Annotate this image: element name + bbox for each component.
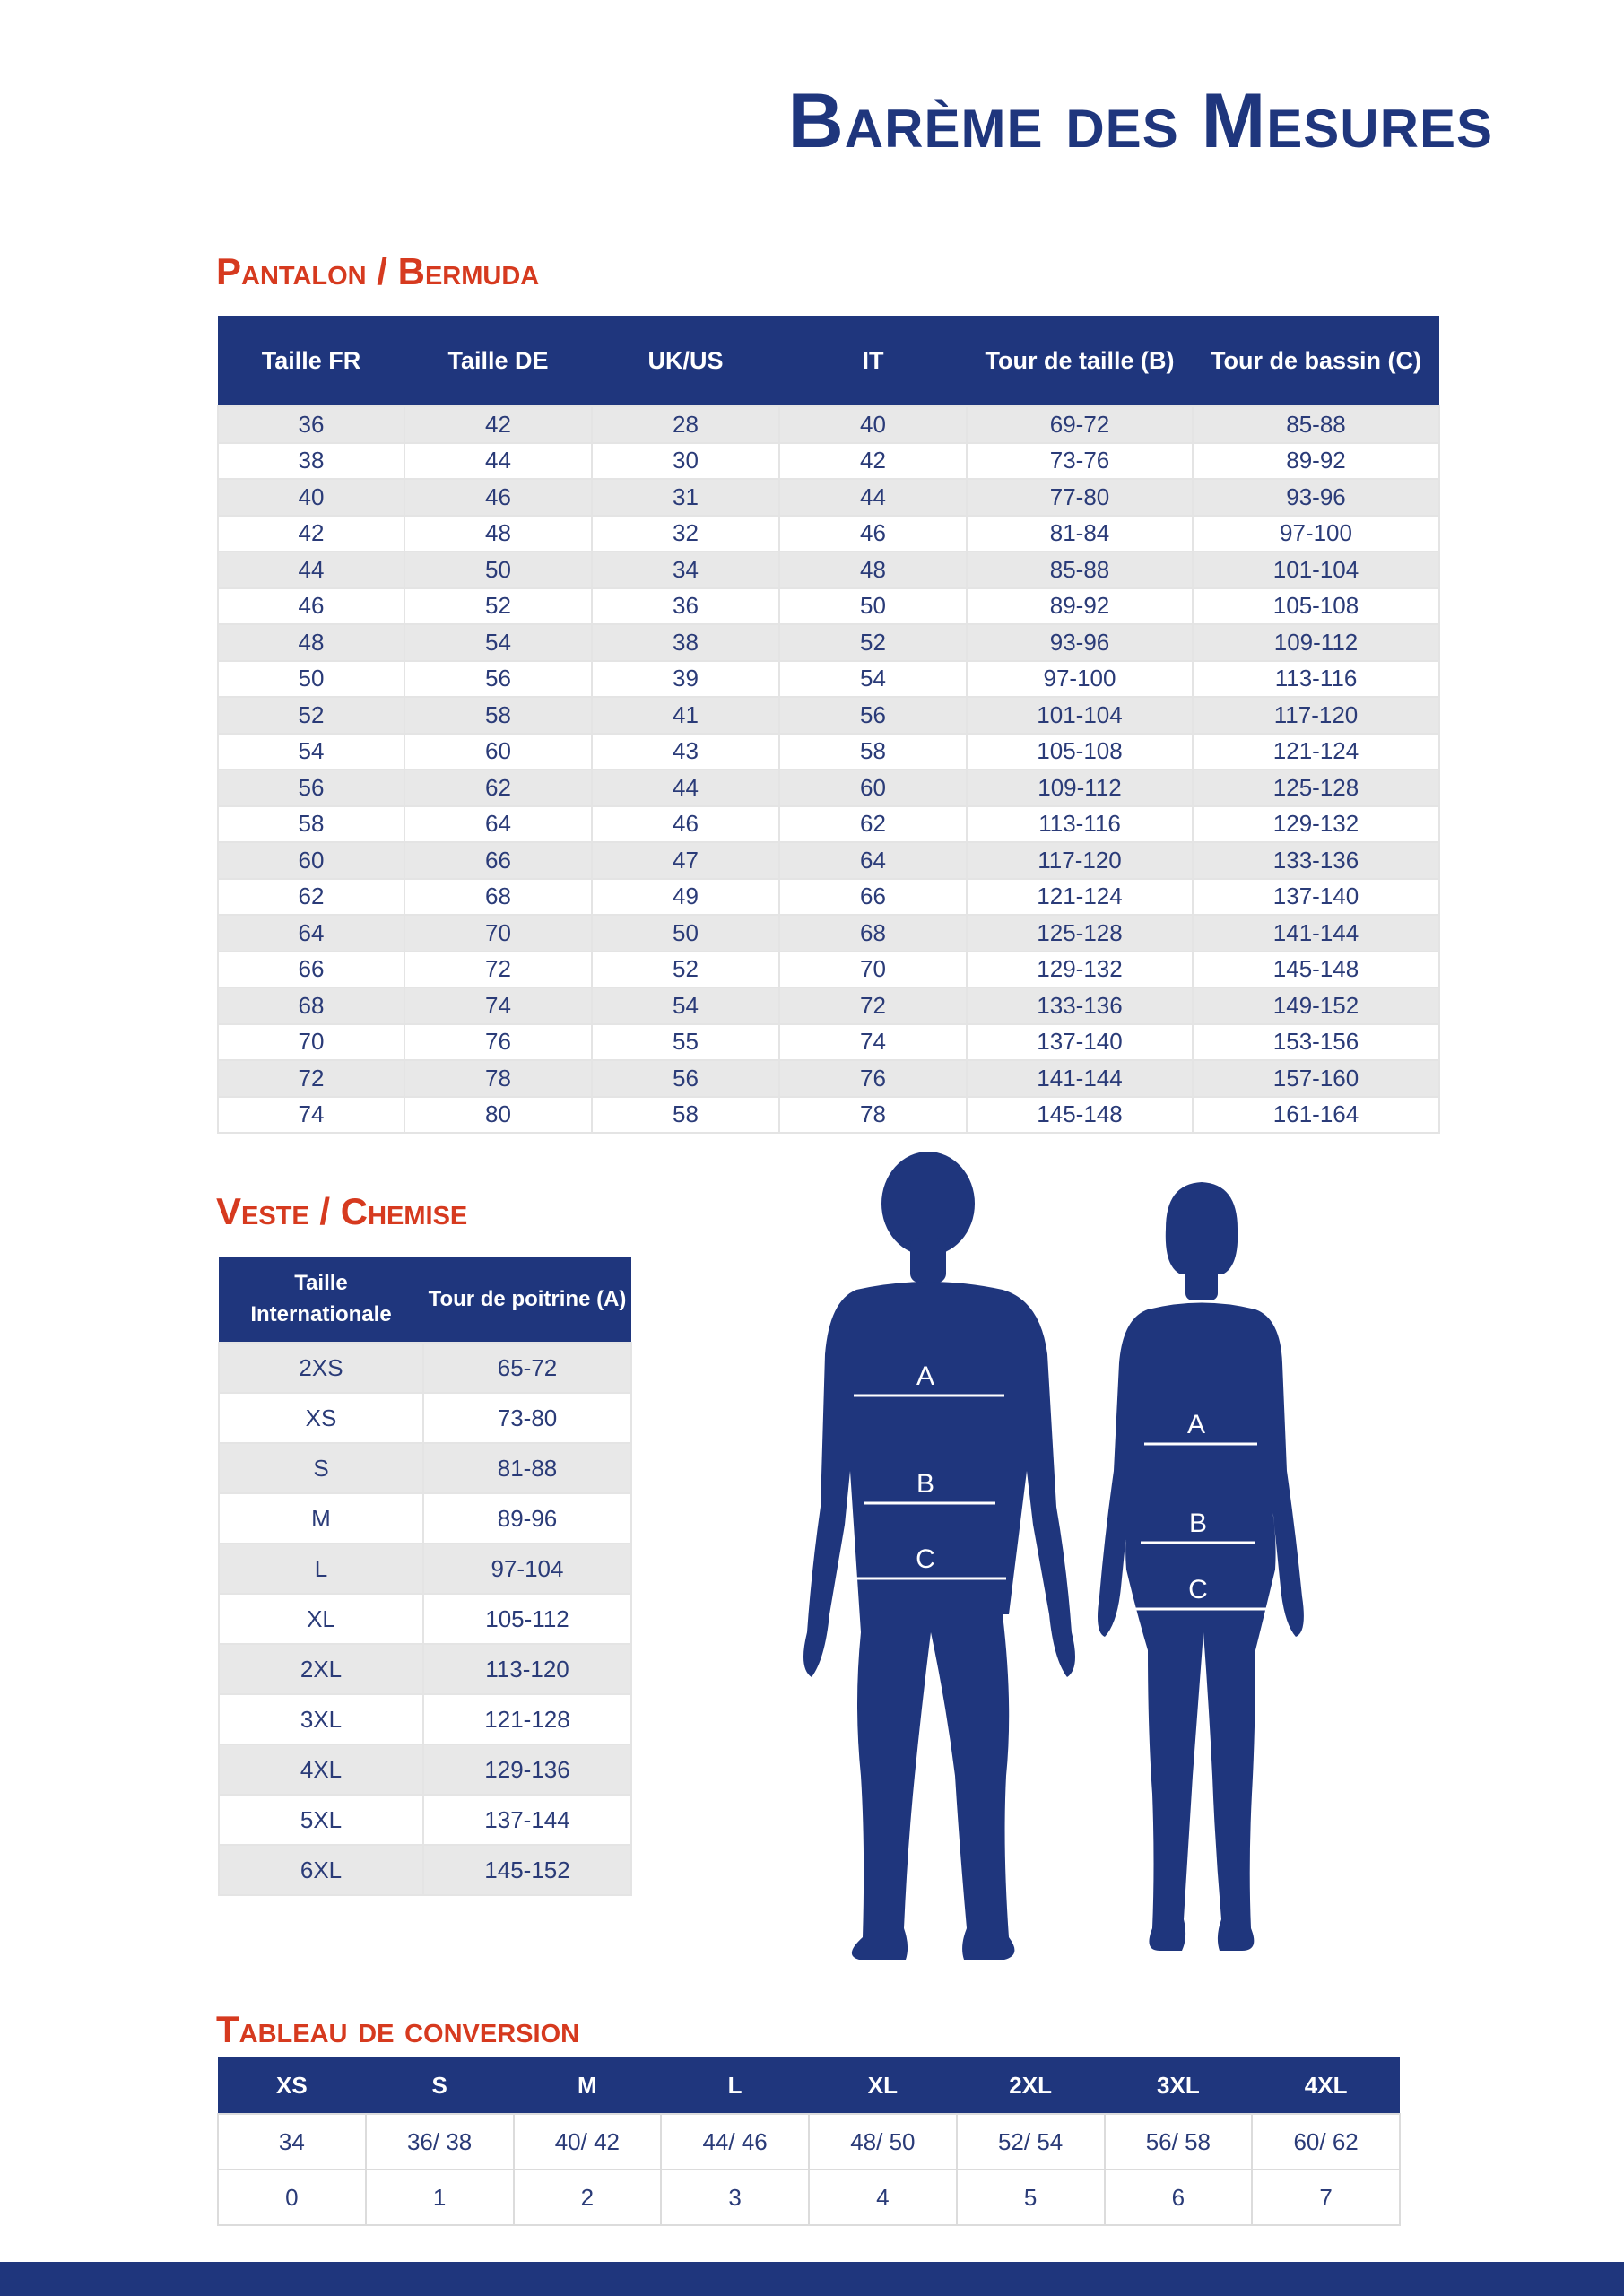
table-cell: 6XL [219, 1845, 423, 1895]
table-cell: 42 [779, 443, 967, 480]
pants-size-table [217, 316, 1440, 1134]
table-cell: 44/ 46 [661, 2114, 809, 2170]
man-label-a: A [916, 1361, 935, 1391]
column-header: M [514, 2057, 662, 2114]
body-silhouettes-illustration [771, 1148, 1327, 1991]
table-cell: 64 [218, 915, 404, 952]
table-cell: 50 [218, 661, 404, 698]
table-cell: S [219, 1443, 423, 1493]
table-cell: 66 [779, 879, 967, 916]
table-cell: 68 [779, 915, 967, 952]
table-cell: 48 [779, 552, 967, 588]
table-cell: 153-156 [1193, 1024, 1439, 1061]
table-cell: 85-88 [1193, 406, 1439, 443]
table-cell: 93-96 [967, 624, 1193, 661]
table-cell: 64 [404, 806, 592, 843]
table-cell: 44 [404, 443, 592, 480]
table-cell: 73-80 [423, 1393, 631, 1443]
conversion-table [217, 2057, 1401, 2226]
table-cell: 5XL [219, 1795, 423, 1845]
table-cell: 113-116 [1193, 661, 1439, 698]
jacket-section-title: Veste / Chemise [216, 1190, 468, 1232]
column-header: Tour de taille (B) [967, 316, 1193, 406]
column-header: S [366, 2057, 514, 2114]
table-cell: 43 [592, 734, 779, 770]
table-cell: 80 [404, 1097, 592, 1134]
table-cell: 93-96 [1193, 479, 1439, 516]
column-header: XL [809, 2057, 957, 2114]
table-cell: 31 [592, 479, 779, 516]
table-cell: 157-160 [1193, 1060, 1439, 1097]
woman-silhouette [1098, 1182, 1304, 1951]
column-header: XS [218, 2057, 366, 2114]
table-cell: 76 [779, 1060, 967, 1097]
table-cell: 2XL [219, 1644, 423, 1694]
table-cell: 129-132 [1193, 806, 1439, 843]
table-cell: 44 [218, 552, 404, 588]
table-cell: 89-92 [1193, 443, 1439, 480]
table-cell: 137-140 [1193, 879, 1439, 916]
table-cell: 68 [218, 987, 404, 1024]
table-cell: 113-116 [967, 806, 1193, 843]
jacket-table-row [219, 1694, 631, 1744]
table-cell: 161-164 [1193, 1097, 1439, 1134]
table-cell: 6 [1105, 2170, 1253, 2225]
column-header: Tour de poitrine (A) [423, 1257, 631, 1343]
table-cell: 68 [404, 879, 592, 916]
table-cell: 101-104 [967, 697, 1193, 734]
man-label-c: C [916, 1544, 935, 1574]
table-cell: 74 [779, 1024, 967, 1061]
table-cell: 133-136 [967, 987, 1193, 1024]
pants-table-row [218, 697, 1439, 734]
man-silhouette [803, 1152, 1075, 1960]
table-cell: 52 [779, 624, 967, 661]
table-cell: 77-80 [967, 479, 1193, 516]
table-cell: 36 [592, 588, 779, 625]
table-cell: 69-72 [967, 406, 1193, 443]
table-cell: 60 [218, 842, 404, 879]
table-cell: 78 [779, 1097, 967, 1134]
pants-table-body [218, 406, 1439, 1133]
table-cell: 2XS [219, 1343, 423, 1393]
table-cell: 3 [661, 2170, 809, 2225]
table-cell: 54 [779, 661, 967, 698]
table-cell: 72 [779, 987, 967, 1024]
conversion-table-body [218, 2114, 1400, 2225]
pants-table-row [218, 1097, 1439, 1134]
table-cell: 121-128 [423, 1694, 631, 1744]
jacket-table-row [219, 1795, 631, 1845]
conversion-table-row [218, 2114, 1400, 2170]
table-cell: 52 [218, 697, 404, 734]
table-cell: 1 [366, 2170, 514, 2225]
table-cell: 117-120 [1193, 697, 1439, 734]
jacket-table-row [219, 1744, 631, 1795]
column-header: UK/US [592, 316, 779, 406]
table-cell: 109-112 [1193, 624, 1439, 661]
table-cell: XS [219, 1393, 423, 1443]
table-cell: 44 [592, 770, 779, 806]
jacket-table-row [219, 1594, 631, 1644]
pants-table-row [218, 443, 1439, 480]
table-cell: 56 [592, 1060, 779, 1097]
table-cell: 129-132 [967, 952, 1193, 988]
conversion-section-title: Tableau de conversion [216, 2008, 580, 2050]
pants-section-title: Pantalon / Bermuda [216, 250, 540, 292]
jacket-size-table [218, 1257, 632, 1896]
column-header: 2XL [957, 2057, 1105, 2114]
table-cell: 62 [779, 806, 967, 843]
table-cell: 46 [779, 516, 967, 552]
table-cell: 65-72 [423, 1343, 631, 1393]
table-cell: 78 [404, 1060, 592, 1097]
table-cell: 105-108 [1193, 588, 1439, 625]
table-cell: XL [219, 1594, 423, 1644]
table-cell: 97-104 [423, 1544, 631, 1594]
pants-table-row [218, 588, 1439, 625]
table-cell: 149-152 [1193, 987, 1439, 1024]
table-cell: 58 [779, 734, 967, 770]
table-cell: 105-108 [967, 734, 1193, 770]
table-cell: 125-128 [1193, 770, 1439, 806]
table-cell: 30 [592, 443, 779, 480]
table-cell: 62 [404, 770, 592, 806]
pants-table-row [218, 842, 1439, 879]
table-cell: 41 [592, 697, 779, 734]
table-cell: 137-144 [423, 1795, 631, 1845]
table-cell: 72 [404, 952, 592, 988]
table-cell: 72 [218, 1060, 404, 1097]
column-header: L [661, 2057, 809, 2114]
table-cell: 44 [779, 479, 967, 516]
table-cell: 74 [404, 987, 592, 1024]
conversion-header-row [218, 2057, 1400, 2114]
table-cell: 40 [779, 406, 967, 443]
table-cell: 81-84 [967, 516, 1193, 552]
table-cell: 39 [592, 661, 779, 698]
table-cell: 58 [218, 806, 404, 843]
table-cell: 73-76 [967, 443, 1193, 480]
table-cell: 50 [592, 915, 779, 952]
column-header: 4XL [1252, 2057, 1400, 2114]
woman-label-a: A [1186, 1410, 1206, 1439]
table-cell: 141-144 [967, 1060, 1193, 1097]
table-cell: 40 [218, 479, 404, 516]
table-cell: 50 [404, 552, 592, 588]
table-cell: 129-136 [423, 1744, 631, 1795]
table-cell: 145-148 [967, 1097, 1193, 1134]
column-header: Taille DE [404, 316, 592, 406]
jacket-table-body [219, 1343, 631, 1895]
table-cell: L [219, 1544, 423, 1594]
table-cell: 52/ 54 [957, 2114, 1105, 2170]
table-cell: 3XL [219, 1694, 423, 1744]
jacket-table-row [219, 1493, 631, 1544]
pants-table-row [218, 806, 1439, 843]
column-header: Taille Internationale [219, 1257, 423, 1343]
table-cell: 76 [404, 1024, 592, 1061]
table-cell: 89-96 [423, 1493, 631, 1544]
table-cell: 7 [1252, 2170, 1400, 2225]
table-cell: 48 [218, 624, 404, 661]
table-cell: 62 [218, 879, 404, 916]
table-cell: 4XL [219, 1744, 423, 1795]
table-cell: 113-120 [423, 1644, 631, 1694]
page-title: Barème des Mesures [787, 78, 1493, 164]
table-cell: 38 [218, 443, 404, 480]
table-cell: 49 [592, 879, 779, 916]
table-cell: 145-152 [423, 1845, 631, 1895]
pants-table-row [218, 770, 1439, 806]
table-cell: 125-128 [967, 915, 1193, 952]
table-cell: 42 [218, 516, 404, 552]
table-cell: 85-88 [967, 552, 1193, 588]
table-cell: 60/ 62 [1252, 2114, 1400, 2170]
pants-table-row [218, 516, 1439, 552]
jacket-table-row [219, 1343, 631, 1393]
table-cell: 28 [592, 406, 779, 443]
table-cell: 64 [779, 842, 967, 879]
column-header: Tour de bassin (C) [1193, 316, 1439, 406]
table-cell: 2 [514, 2170, 662, 2225]
table-cell: 97-100 [967, 661, 1193, 698]
conversion-table-row [218, 2170, 1400, 2225]
table-cell: 47 [592, 842, 779, 879]
table-cell: 137-140 [967, 1024, 1193, 1061]
table-cell: M [219, 1493, 423, 1544]
table-cell: 54 [404, 624, 592, 661]
table-cell: 117-120 [967, 842, 1193, 879]
pants-header-row [218, 316, 1439, 406]
man-label-b: B [916, 1469, 935, 1499]
table-cell: 101-104 [1193, 552, 1439, 588]
table-cell: 34 [592, 552, 779, 588]
table-cell: 70 [779, 952, 967, 988]
table-cell: 48/ 50 [809, 2114, 957, 2170]
table-cell: 66 [404, 842, 592, 879]
table-cell: 60 [404, 734, 592, 770]
table-cell: 46 [592, 806, 779, 843]
table-cell: 105-112 [423, 1594, 631, 1644]
table-cell: 48 [404, 516, 592, 552]
jacket-table-row [219, 1644, 631, 1694]
table-cell: 32 [592, 516, 779, 552]
column-header: Taille FR [218, 316, 404, 406]
pants-table-row [218, 879, 1439, 916]
table-cell: 5 [957, 2170, 1105, 2225]
pants-table-row [218, 552, 1439, 588]
jacket-table-row [219, 1393, 631, 1443]
pants-table-row [218, 952, 1439, 988]
pants-table-row [218, 915, 1439, 952]
column-header: 3XL [1105, 2057, 1253, 2114]
pants-table-row [218, 1024, 1439, 1061]
footer-bar [0, 2262, 1624, 2296]
table-cell: 52 [404, 588, 592, 625]
table-cell: 58 [592, 1097, 779, 1134]
table-cell: 56 [218, 770, 404, 806]
jacket-table-row [219, 1845, 631, 1895]
table-cell: 56/ 58 [1105, 2114, 1253, 2170]
jacket-header-row [219, 1257, 631, 1343]
table-cell: 89-92 [967, 588, 1193, 625]
pants-table-row [218, 406, 1439, 443]
column-header: IT [779, 316, 967, 406]
table-cell: 40/ 42 [514, 2114, 662, 2170]
pants-table-row [218, 661, 1439, 698]
table-cell: 121-124 [967, 879, 1193, 916]
table-cell: 70 [404, 915, 592, 952]
woman-label-c: C [1188, 1575, 1208, 1605]
table-cell: 4 [809, 2170, 957, 2225]
pants-table-row [218, 987, 1439, 1024]
table-cell: 97-100 [1193, 516, 1439, 552]
table-cell: 121-124 [1193, 734, 1439, 770]
table-cell: 81-88 [423, 1443, 631, 1493]
table-cell: 54 [218, 734, 404, 770]
table-cell: 46 [404, 479, 592, 516]
pants-table-row [218, 734, 1439, 770]
table-cell: 141-144 [1193, 915, 1439, 952]
table-cell: 56 [779, 697, 967, 734]
table-cell: 145-148 [1193, 952, 1439, 988]
table-cell: 55 [592, 1024, 779, 1061]
table-cell: 34 [218, 2114, 366, 2170]
table-cell: 38 [592, 624, 779, 661]
pants-table-row [218, 624, 1439, 661]
jacket-table-row [219, 1544, 631, 1594]
table-cell: 109-112 [967, 770, 1193, 806]
table-cell: 42 [404, 406, 592, 443]
jacket-table-row [219, 1443, 631, 1493]
table-cell: 58 [404, 697, 592, 734]
table-cell: 46 [218, 588, 404, 625]
pants-table-row [218, 479, 1439, 516]
table-cell: 0 [218, 2170, 366, 2225]
table-cell: 133-136 [1193, 842, 1439, 879]
table-cell: 70 [218, 1024, 404, 1061]
table-cell: 66 [218, 952, 404, 988]
woman-label-b: B [1188, 1509, 1208, 1538]
table-cell: 52 [592, 952, 779, 988]
table-cell: 54 [592, 987, 779, 1024]
table-cell: 50 [779, 588, 967, 625]
pants-table-row [218, 1060, 1439, 1097]
table-cell: 56 [404, 661, 592, 698]
table-cell: 36 [218, 406, 404, 443]
table-cell: 36/ 38 [366, 2114, 514, 2170]
table-cell: 60 [779, 770, 967, 806]
table-cell: 74 [218, 1097, 404, 1134]
